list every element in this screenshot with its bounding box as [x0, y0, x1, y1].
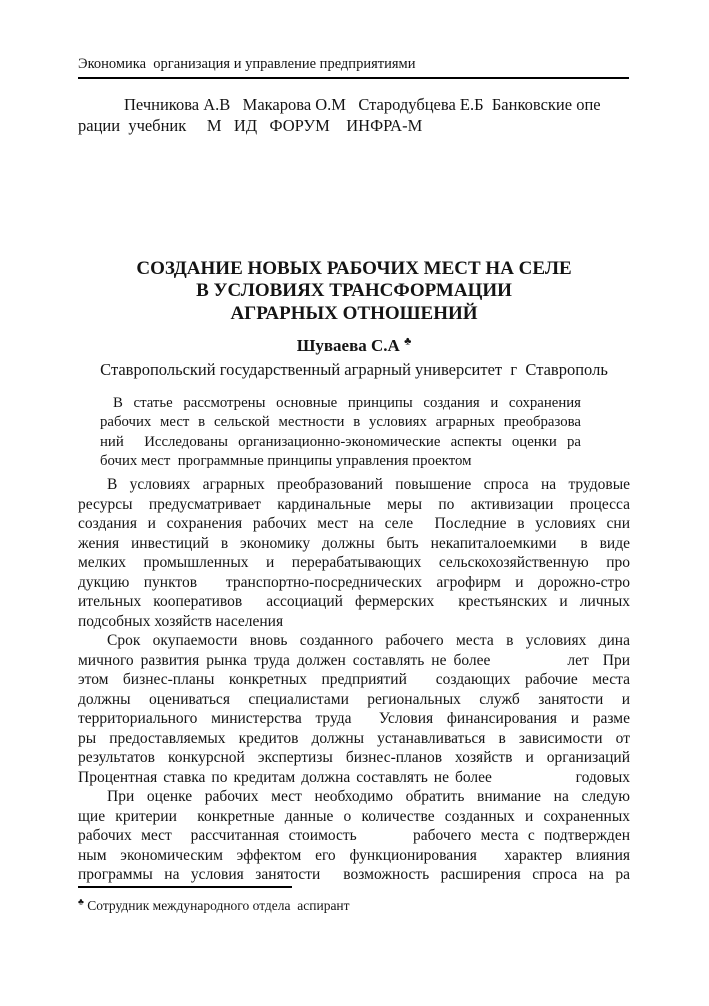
footnote-marker-club-icon: ♣ — [404, 335, 412, 348]
reference-entry — [78, 95, 630, 136]
footnote-text: Сотрудник международного отдела аспирант — [83, 898, 350, 913]
article-title — [78, 258, 630, 325]
author-name: Шуваева С.А — [296, 336, 405, 355]
text-line: В условиях аграрных преобразований повышение спроса на трудовые — [107, 476, 630, 493]
text-line: ресурсы предусматривает кардинальные меры по активизации процесса — [78, 495, 630, 513]
text-line: бочих мест программные принципы управления проектом — [100, 453, 472, 470]
text-line: этом бизнес-планы конкретных предприятий создающих рабочие места — [78, 671, 630, 688]
text-line: ний Исследованы организационно-экономические аспекты оценки ра — [100, 433, 581, 450]
footnote-rule — [78, 886, 292, 888]
text-line: территориального министерства труда Условия финансирования и разме — [78, 710, 630, 727]
footnote — [78, 897, 630, 914]
text-line: Печникова А.В Макарова О.М Стародубцева Е.Б Банковские опе — [124, 95, 601, 114]
text-line: ным экономическим эффектом его функционирования характер влияния — [78, 846, 630, 864]
author-line — [78, 336, 630, 356]
text-line: программы на условия занятости возможность расширения спроса на ра — [78, 866, 630, 883]
header-rule — [78, 77, 629, 79]
affiliation: Ставропольский государственный аграрный университет г Ставрополь — [100, 360, 608, 379]
text-line: мелких промышленных и перерабатывающих сельскохозяйственную про — [78, 554, 630, 571]
body-paragraph-1 — [78, 475, 630, 631]
running-header: Экономика организация и управление предприятиями — [78, 56, 416, 72]
text-line: щие критерии конкретные данные о количестве созданных и сохраненных — [78, 807, 630, 825]
text-line: мичного развития рынка труда должен составлять не более лет При — [78, 651, 630, 669]
text-line: жения инвестиций в экономику должны быть некапиталоемкими в виде — [78, 534, 630, 552]
text-line: подсобных хозяйств населения — [78, 612, 284, 630]
title-line: АГРАРНЫХ ОТНОШЕНИЙ — [230, 302, 478, 324]
text-line: дукцию пунктов транспортно-посреднических агрофирм и дорожно-стро — [78, 573, 630, 591]
title-line: СОЗДАНИЕ НОВЫХ РАБОЧИХ МЕСТ НА СЕЛЕ — [136, 258, 572, 279]
text-line: Процентная ставка по кредитам должна составлять не более годовых — [78, 768, 630, 786]
abstract — [100, 394, 581, 472]
text-line: В статье рассмотрены основные принципы создания и сохранения — [113, 395, 581, 411]
title-line: В УСЛОВИЯХ ТРАНСФОРМАЦИИ — [196, 280, 512, 302]
body-paragraph-2 — [78, 631, 630, 787]
text-line: При оценке рабочих мест необходимо обратить внимание на следую — [107, 788, 630, 805]
text-line: Срок окупаемости вновь созданного рабочего места в условиях дина — [107, 632, 630, 649]
text-line: ительных кооперативов ассоциаций фермерских крестьянских и личных — [78, 593, 630, 610]
text-line: рабочих мест рассчитанная стоимость рабочего места с подтвержден — [78, 827, 630, 844]
text-line: ры предоставляемых кредитов должны устанавливаться в зависимости от — [78, 729, 630, 747]
text-line: должны оцениваться специалистами региональных служб занятости и — [78, 690, 630, 708]
text-line: рации учебник М ИД ФОРУМ ИНФРА-М — [78, 115, 423, 135]
text-line: создания и сохранения рабочих мест на селе Последние в условиях сни — [78, 515, 630, 532]
body-paragraph-3 — [78, 787, 630, 885]
text-line: результатов конкурсной экспертизы бизнес-планов хозяйств и организаций — [78, 749, 630, 766]
footnote-marker-club-icon: ♣ — [78, 896, 84, 907]
text-line: рабочих мест в сельской местности в условиях аграрных преобразова — [100, 414, 581, 431]
